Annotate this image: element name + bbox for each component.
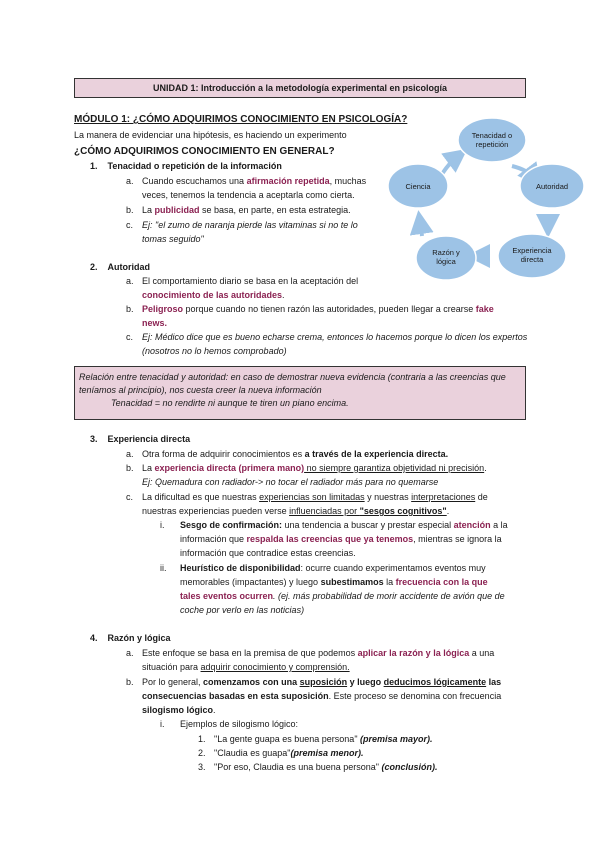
example-text: Ej: "el zumo de naranja pierde las vitaminas si no te lo [142,220,358,230]
note-box [74,366,526,420]
item-highlight: tales eventos ocurren [180,591,274,601]
sub-item-cont [180,590,505,603]
item-text: a la [490,520,508,530]
example-text: Ej: Quemadura con radiador-> no tocar el radiador más para no quemarse [142,477,439,487]
list-item [126,491,488,504]
item-underline: experiencias son limitadas [259,492,365,502]
item-highlight: news. [142,318,168,328]
section-4-heading [90,632,171,645]
sub-item [160,718,298,731]
list-item-cont: conocimiento de las autoridades. [142,290,285,300]
list-item [126,676,501,689]
item-bold: Sesgo de confirmación: [180,520,283,530]
cycle-arrow [420,222,422,236]
item-text: Cuando escuchamos una [142,176,247,186]
item-marker: ii. [160,563,167,573]
section-number: 3. [90,434,98,444]
item-marker: a. [126,176,134,186]
item-highlight: atención [453,520,491,530]
item-highlight: experiencia directa (primera mano) [154,463,305,473]
item-marker: b. [126,304,134,314]
example-item [198,761,438,774]
item-text: porque cuando no tienen razón las autoridades, pueden llegar a crearse [183,304,476,314]
list-item-cont: (nosotros no lo hemos comprobado) [142,346,287,356]
item-highlight: publicidad [154,205,200,215]
item-marker: b. [126,463,134,473]
section-title: Razón y lógica [107,633,171,643]
item-text: Por lo general, [142,677,204,687]
item-highlight: respalda las creencias que ya tenemos [246,534,414,544]
item-marker: c. [126,332,134,342]
item-marker: i. [160,719,165,729]
item-text: la [383,577,396,587]
item-text: , muchas [329,176,367,186]
svg-text:repetición: repetición [475,140,509,149]
item-highlight: aplicar la razón y la lógica [357,648,470,658]
item-underline: interpretaciones [411,492,476,502]
item-highlight: conocimiento de las autoridades [142,290,283,300]
list-item-cont [142,661,350,674]
section-title: Experiencia directa [107,434,191,444]
sub-item-cont: información que contradice estas creencias. [180,548,356,558]
item-text: a una [469,648,495,658]
list-item [126,331,527,344]
item-text: nuestras experiencias pueden verse [142,506,290,516]
item-bold: silogismo lógico [142,705,214,715]
list-item-cont [142,690,501,703]
item-marker: 2. [198,748,206,758]
item-marker: a. [126,648,134,658]
item-bold: "sesgos cognitivos" [359,506,447,516]
item-marker: b. [126,205,134,215]
list-item-cont: nuestras experiencias pueden verse influenciadas por "sesgos cognitivos". [142,506,450,516]
node-razon [416,236,476,280]
item-bold: a través de la experiencia directa. [304,449,449,459]
item-text: se basa, en parte, en esta estrategia. [199,205,351,215]
svg-text:Tenacidad o: Tenacidad o [471,131,513,140]
example-item [198,733,433,746]
section-title: Tenacidad o repetición de la información [107,161,282,171]
sub-item-cont [180,533,502,546]
item-marker: c. [126,492,134,502]
example-text: Ej: Médico dice que es bueno echarse crema, entonces lo hacemos porque lo dicen los expertos [142,332,528,342]
item-highlight: frecuencia con la que [395,577,488,587]
item-text: una tendencia a buscar y prestar especial [282,520,454,530]
section-number: 1. [90,161,98,171]
node-experiencia [498,234,566,278]
item-text: de [475,492,488,502]
item-text: "La gente guapa es buena persona" [214,734,361,744]
item-bold: deducimos lógicamente [383,677,487,687]
item-text: y nuestras [364,492,412,502]
sub-item-cont [180,576,488,589]
node-ciencia [388,164,448,208]
svg-text:directa: directa [520,255,544,264]
list-item [126,303,494,316]
list-item: b. La experiencia directa (primera mano) no siempre garantiza objetividad ni precisión. [126,463,487,473]
item-text: Ejemplos de silogismo lógico: [180,719,299,729]
item-bold: (conclusión). [381,762,438,772]
list-item [126,647,494,660]
item-bold: (premisa menor). [290,748,364,758]
item-marker: i. [160,520,165,530]
item-text: La dificultad es que nuestras [142,492,260,502]
svg-text:Ciencia: Ciencia [405,182,431,191]
list-item-cont [142,317,167,330]
item-bold: y luego [347,677,384,687]
section-2-heading [90,261,150,274]
item-text: La [142,463,155,473]
node-autoridad [520,164,584,208]
item-text: : ocurre cuando experimentamos eventos muy [300,563,486,573]
knowledge-cycle-diagram [386,118,586,304]
svg-text:lógica: lógica [436,257,456,266]
item-highlight: afirmación repetida [246,176,330,186]
item-text: situación para [142,662,201,672]
item-bold: las [486,677,502,687]
question-title: ¿CÓMO ADQUIRIMOS CONOCIMIENTO EN GENERAL? [74,146,335,157]
sub-item [160,519,508,532]
item-text: . Este proceso se denomina con frecuencia [328,691,502,701]
list-item [126,175,386,188]
item-marker: b. [126,677,134,687]
note-line: teníamos al principio), nos cuesta creer la nueva información [79,385,322,395]
item-underline: influenciadas por [289,506,360,516]
example-text: . (ej. más probabilidad de morir accidente de avión que de [273,591,505,601]
section-title: Autoridad [107,262,151,272]
item-marker: a. [126,276,134,286]
item-text: El comportamiento diario se basa en la aceptación del [142,276,359,286]
item-marker: c. [126,220,134,230]
list-item-cont: silogismo lógico. [142,705,216,715]
list-item-cont: tomas seguido" [142,234,204,244]
section-1-heading [90,160,282,173]
item-text: "Por eso, Claudia es una buena persona" [214,762,382,772]
list-item [126,448,448,461]
cycle-arrow [442,156,458,174]
example-item [198,747,363,760]
list-item [126,275,358,288]
item-text: información que [180,534,247,544]
list-item [126,219,358,232]
svg-text:Autoridad: Autoridad [535,182,569,191]
item-highlight: fake [475,304,494,314]
item-underline: no siempre garantiza objetividad ni precisión [304,463,485,473]
unit-title: UNIDAD 1: Introducción a la metodología experimental en psicología [74,78,526,98]
sub-item-cont: coche por verlo en las noticias) [180,605,305,615]
list-item [126,204,351,217]
item-bold: (premisa mayor). [360,734,433,744]
intro-text: La manera de evidenciar una hipótesis, es haciendo un experimento [74,130,347,140]
section-3-heading [90,433,190,446]
item-text: La [142,205,155,215]
item-bold: comenzamos con una [203,677,300,687]
item-bold: Heurístico de disponibilidad [180,563,301,573]
section-number: 2. [90,262,98,272]
item-text: "Claudia es guapa" [214,748,291,758]
item-bold: subestimamos [320,577,384,587]
item-text: , mientras se ignora la [413,534,502,544]
svg-text:Razón y: Razón y [432,248,460,257]
item-underline: adquirir conocimiento y comprensión. [200,662,350,672]
section-number: 4. [90,633,98,643]
item-bold: suposición [299,677,348,687]
note-line: Relación entre tenacidad y autoridad: en caso de demostrar nueva evidencia (contraria a las creencias que [79,372,506,382]
note-line: Tenacidad = no rendirte ni aunque te tiren un piano encima. [111,398,349,408]
item-bold: consecuencias basadas en esta suposición [142,691,329,701]
item-text: memorables (impactantes) y luego [180,577,321,587]
sub-item [160,562,486,575]
item-text: Este enfoque se basa en la premisa de que podemos [142,648,358,658]
list-item-cont: veces, tenemos la tendencia a aceptarla como cierta. [142,190,355,200]
item-marker: a. [126,449,134,459]
item-text: Otra forma de adquirir conocimientos es [142,449,305,459]
item-marker: 3. [198,762,206,772]
module-title: MÓDULO 1: ¿CÓMO ADQUIRIMOS CONOCIMIENTO EN PSICOLOGÍA? [74,114,408,125]
node-tenacidad [458,118,526,162]
item-highlight: Peligroso [142,304,184,314]
item-marker: 1. [198,734,206,744]
svg-text:Experiencia: Experiencia [512,246,552,255]
